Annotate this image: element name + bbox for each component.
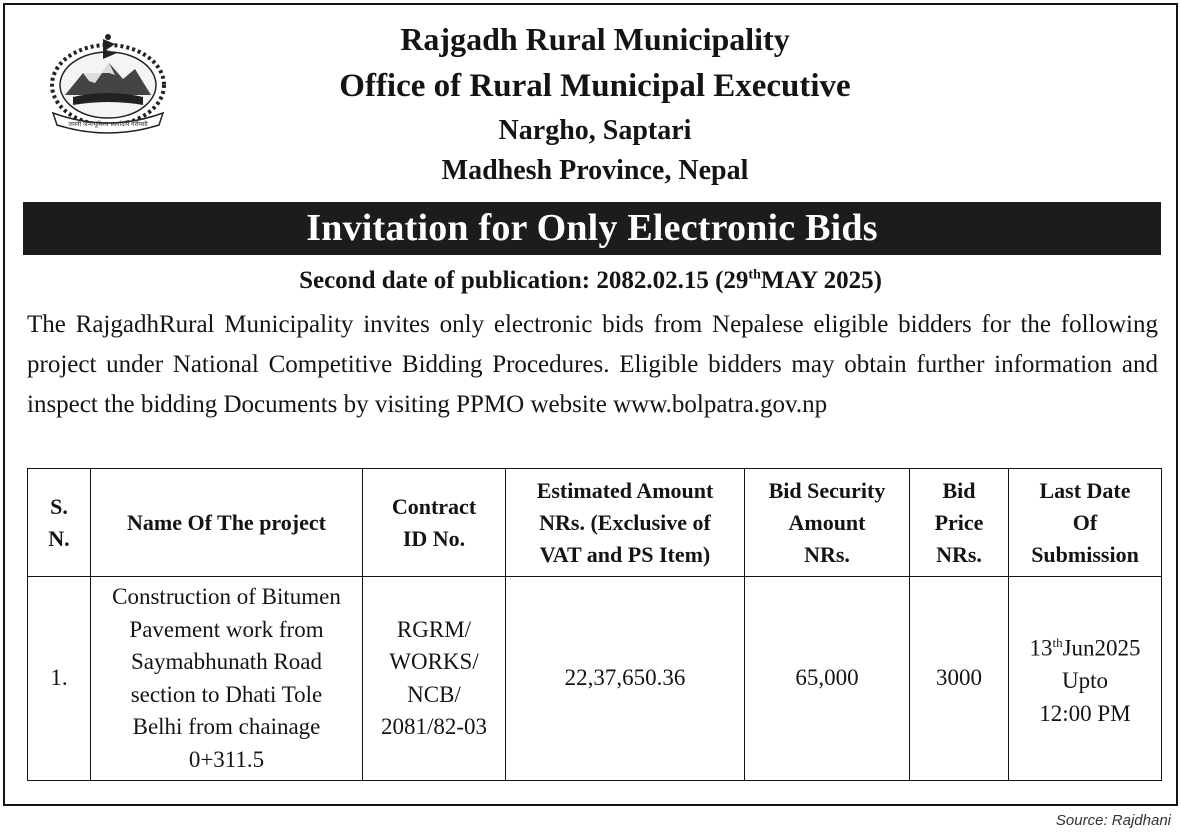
office-name: Office of Rural Municipal Executive: [339, 68, 851, 104]
col-header-estimated-amount: Estimated Amount NRs. (Exclusive of VAT and PS Item): [506, 469, 745, 577]
cell-estimated-amount: 22,37,650.36: [506, 577, 745, 781]
publication-date: Second date of publication: 2082.02.15 (29thMAY 2025): [299, 267, 882, 294]
col-header-sn: S. N.: [28, 469, 91, 577]
emblem-motto: जननी जन्मभूमिश्च स्वर्गादपि गरीयसी: [68, 121, 148, 128]
notice-title-banner: Invitation for Only Electronic Bids: [23, 202, 1161, 255]
cell-sn: 1.: [28, 577, 91, 781]
col-header-project: Name Of The project: [91, 469, 363, 577]
col-header-bid-price: Bid Price NRs.: [910, 469, 1009, 577]
cell-bid-price: 3000: [910, 577, 1009, 781]
notice-frame: [3, 3, 1178, 806]
nepal-emblem-icon: [43, 29, 173, 137]
col-header-bid-security: Bid Security Amount NRs.: [745, 469, 910, 577]
cell-contract-id: RGRM/ WORKS/ NCB/ 2081/82-03: [363, 577, 506, 781]
source-credit: Source: Rajdhani: [1055, 812, 1171, 829]
col-header-last-date: Last Date Of Submission: [1009, 469, 1162, 577]
cell-project-name: Construction of Bitumen Pavement work from Saymabhunath Road section to Dhati Tole Belhi from chainage 0+311.5: [91, 577, 363, 781]
table-row: [28, 577, 1162, 781]
municipality-name: Rajgadh Rural Municipality: [400, 21, 790, 57]
province-country: Madhesh Province, Nepal: [441, 155, 749, 186]
intro-paragraph: The RajgadhRural Municipality invites only electronic bids from Nepalese eligible bidders for the following project under National Competitive Bidding Procedures. Eligible bidders may obtain further information and inspect the bidding Documents by visiting PPMO website www.bolpatra.gov.np: [27, 311, 1158, 418]
col-header-contract-id: Contract ID No.: [363, 469, 506, 577]
bid-table: [27, 468, 1162, 781]
table-header-row: [28, 469, 1162, 577]
cell-bid-security: 65,000: [745, 577, 910, 781]
office-location: Nargho, Saptari: [498, 115, 692, 146]
cell-last-date: 13thJun2025 Upto 12:00 PM: [1009, 577, 1162, 781]
